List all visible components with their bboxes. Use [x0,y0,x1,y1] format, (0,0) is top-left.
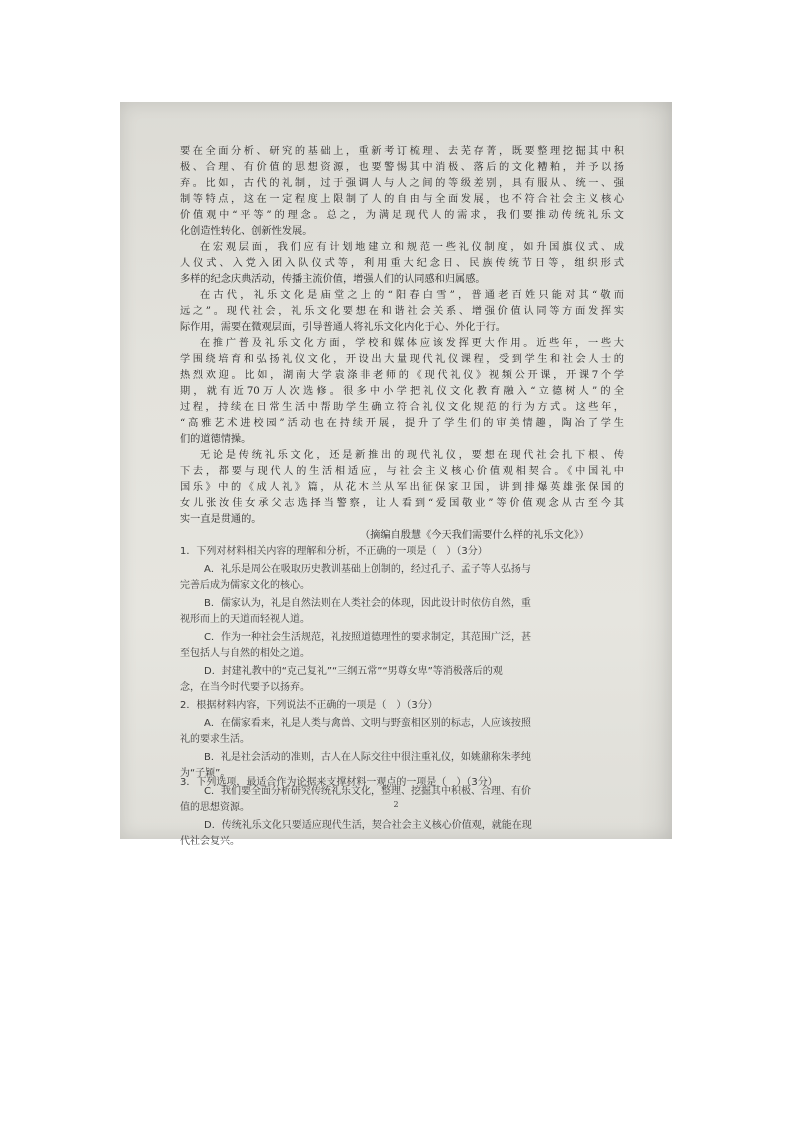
text-line: 化创造性转化、创新性发展。 [180,226,313,237]
question-1-option-d: D．封建礼教中的“克己复礼”“三纲五常”“男尊女卑”等消极落后的观 [204,666,503,677]
text-line: 们的道德情操。 [180,434,252,445]
question-2-option-b: B．礼是社会活动的准则，古人在人际交往中很注重礼仪，如姚鼐称朱孝纯 [204,752,531,763]
text-line: 女儿张汝佳女承父志选择当警察，让人看到“爱国敬业”等价值观念从古至今其 [180,498,624,509]
question-1-option-d-cont: 念，在当今时代要予以扬弃。 [180,682,310,693]
question-2-option-c: C．我们要全面分析研究传统礼乐文化，整理、挖掘其中积极、合理、有价 [204,786,531,797]
text-line: 制等特点，这在一定程度上限制了人的自由与全面发展，也不符合社会主义核心 [180,194,624,205]
text-line: 人仪式、入党入团入队仪式等，利用重大纪念日、民族传统节日等，组织形式 [180,258,624,269]
text-line: 在推广普及礼乐文化方面，学校和媒体应该发挥更大作用。近些年，一些大 [200,338,624,349]
text-line: 国乐》中的《成人礼》篇，从花木兰从军出征保家卫国，讲到排爆英雄张保国的 [180,482,624,493]
text-line: 价值观中“平等”的理念。总之，为满足现代人的需求，我们要推动传统礼乐文 [180,210,624,221]
text-line: 际作用，需要在微观层面，引导普通人将礼乐文化内化于心、外化于行。 [180,322,506,333]
question-2-option-d-cont: 代社会复兴。 [180,836,240,847]
text-line: 期，就有近70万人次选修。很多中小学把礼仪文化教育融入“立德树人”的全 [180,386,624,397]
text-line: 在宏观层面，我们应有计划地建立和规范一些礼仪制度，如升国旗仪式、成 [200,242,624,253]
question-2-option-b-cont: 为“子颖”。 [180,768,231,779]
question-1-option-a-cont: 完善后成为儒家文化的核心。 [180,580,310,591]
source-citation: （摘编自殷慧《今天我们需要什么样的礼乐文化》） [360,530,590,541]
question-2-option-a-cont: 礼的要求生活。 [180,734,250,745]
question-3-stem: 3．下列选项，最适合作为论据来支撑材料一观点的一项是（ ）（3分） [180,777,498,788]
text-line: 实一直是贯通的。 [180,514,262,525]
page-number: 2 [393,800,399,809]
text-line: 热烈欢迎。比如，湖南大学袁涤非老师的《现代礼仪》视频公开课，开课7个学 [180,370,624,381]
text-line: 学围绕培育和弘扬礼仪文化，开设出大量现代礼仪课程，受到学生和社会人士的 [180,354,624,365]
question-1-option-b: B．儒家认为，礼是自然法则在人类社会的体现，因此设计时依仿自然，重 [204,598,531,609]
text-line: 弃。比如，古代的礼制，过于强调人与人之间的等级差别，具有服从、统一、强 [180,178,624,189]
text-line: “高雅艺术进校园”活动也在持续开展，提升了学生们的审美情趣，陶冶了学生 [180,418,624,429]
text-line: 多样的纪念庆典活动，传播主流价值，增强人们的认同感和归属感。 [180,274,486,285]
question-1-option-b-cont: 视形而上的天道而轻视人道。 [180,614,310,625]
question-1-stem: 1．下列对材料相关内容的理解和分析，不正确的一项是（ ）（3分） [180,546,488,557]
text-line: 过程，持续在日常生活中帮助学生确立符合礼仪文化规范的行为方式。这些年， [180,402,624,413]
question-2-option-a: A．在儒家看来，礼是人类与禽兽、文明与野蛮相区别的标志，人应该按照 [204,718,531,729]
scanned-page-photo [120,102,672,847]
text-line: 远之”。现代社会，礼乐文化要想在和谐社会关系、增强价值认同等方面发挥实 [180,306,624,317]
question-2-option-c-cont: 值的思想资源。 [180,802,250,813]
question-1-option-c: C．作为一种社会生活规范，礼按照道德理性的要求制定，其范围广泛，甚 [204,632,531,643]
question-2-stem: 2．根据材料内容，下列说法不正确的一项是（ ）（3分） [180,700,438,711]
question-1-option-a: A．礼乐是周公在吸取历史教训基础上创制的，经过孔子、孟子等人弘扬与 [204,564,531,575]
text-line: 要在全面分析、研究的基础上，重新考订梳理、去芜存菁，既要整理挖掘其中积 [180,146,624,157]
text-line: 无论是传统礼乐文化，还是新推出的现代礼仪，要想在现代社会扎下根、传 [200,450,624,461]
text-line: 下去，都要与现代人的生活相适应，与社会主义核心价值观相契合。《中国礼中 [180,466,624,477]
text-line: 极、合理、有价值的思想资源，也要警惕其中消极、落后的文化糟粕，并予以扬 [180,162,624,173]
question-2-option-d: D．传统礼乐文化只要适应现代生活，契合社会主义核心价值观，就能在现 [204,820,532,831]
text-line: 在古代，礼乐文化是庙堂之上的“阳春白雪”，普通老百姓只能对其“敬而 [200,290,624,301]
question-1-option-c-cont: 至包括人与自然的相处之道。 [180,648,310,659]
